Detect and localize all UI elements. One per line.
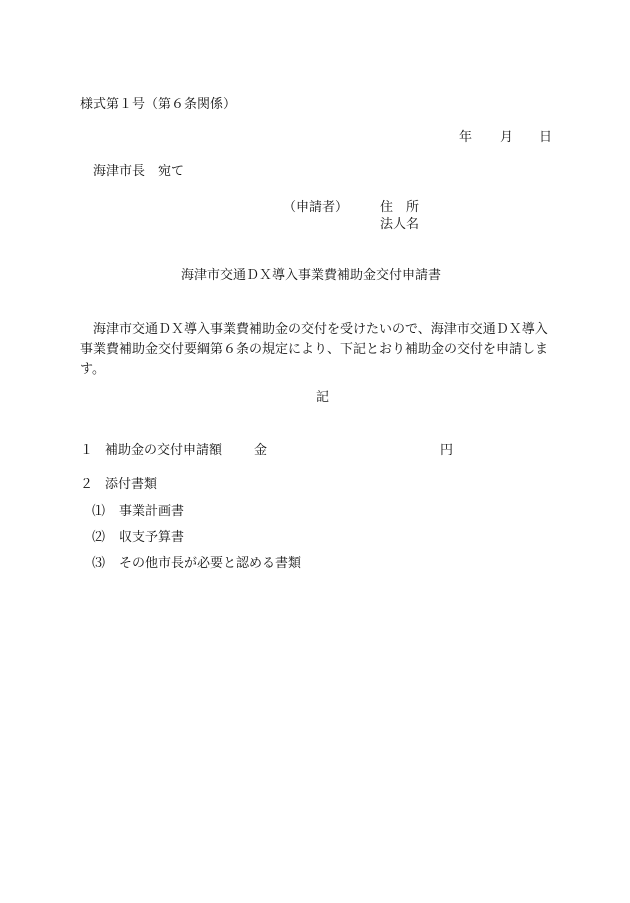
item-1-label: 補助金の交付申請額 — [105, 443, 223, 458]
applicant-role: （申請者） — [283, 200, 349, 215]
document-title: 海津市交通ＤＸ導入事業費補助金交付申請書 — [181, 268, 442, 283]
application-body-text: 海津市交通ＤＸ導入事業費補助金の交付を受けたいので、海津市交通ＤＸ導入事業費補助金交付要綱第６条の規定により、下記とおり補助金の交付を申請します。 — [80, 322, 549, 377]
attachment-3-label: その他市長が必要と認める書類 — [119, 556, 302, 571]
attachment-2-number: ⑵ — [92, 530, 106, 545]
date-month-label: 月 — [500, 130, 514, 145]
item-1-number: １ — [80, 443, 94, 458]
date-year-label: 年 — [459, 130, 473, 145]
ki-heading: 記 — [316, 390, 330, 405]
item-2-number: ２ — [80, 477, 94, 492]
corporation-name-label: 法人名 — [380, 217, 420, 232]
amount-prefix: 金 — [254, 443, 268, 458]
item-2-label: 添付書類 — [105, 477, 158, 492]
amount-unit: 円 — [440, 443, 454, 458]
attachment-2-label: 収支予算書 — [119, 530, 185, 545]
addressee: 海津市長 宛て — [93, 164, 185, 179]
attachment-3-number: ⑶ — [92, 556, 106, 571]
date-day-label: 日 — [539, 130, 553, 145]
form-number: 様式第１号（第６条関係） — [80, 97, 237, 112]
attachment-1-number: ⑴ — [92, 504, 106, 519]
attachment-1-label: 事業計画書 — [119, 504, 185, 519]
address-label: 住 所 — [380, 200, 420, 215]
